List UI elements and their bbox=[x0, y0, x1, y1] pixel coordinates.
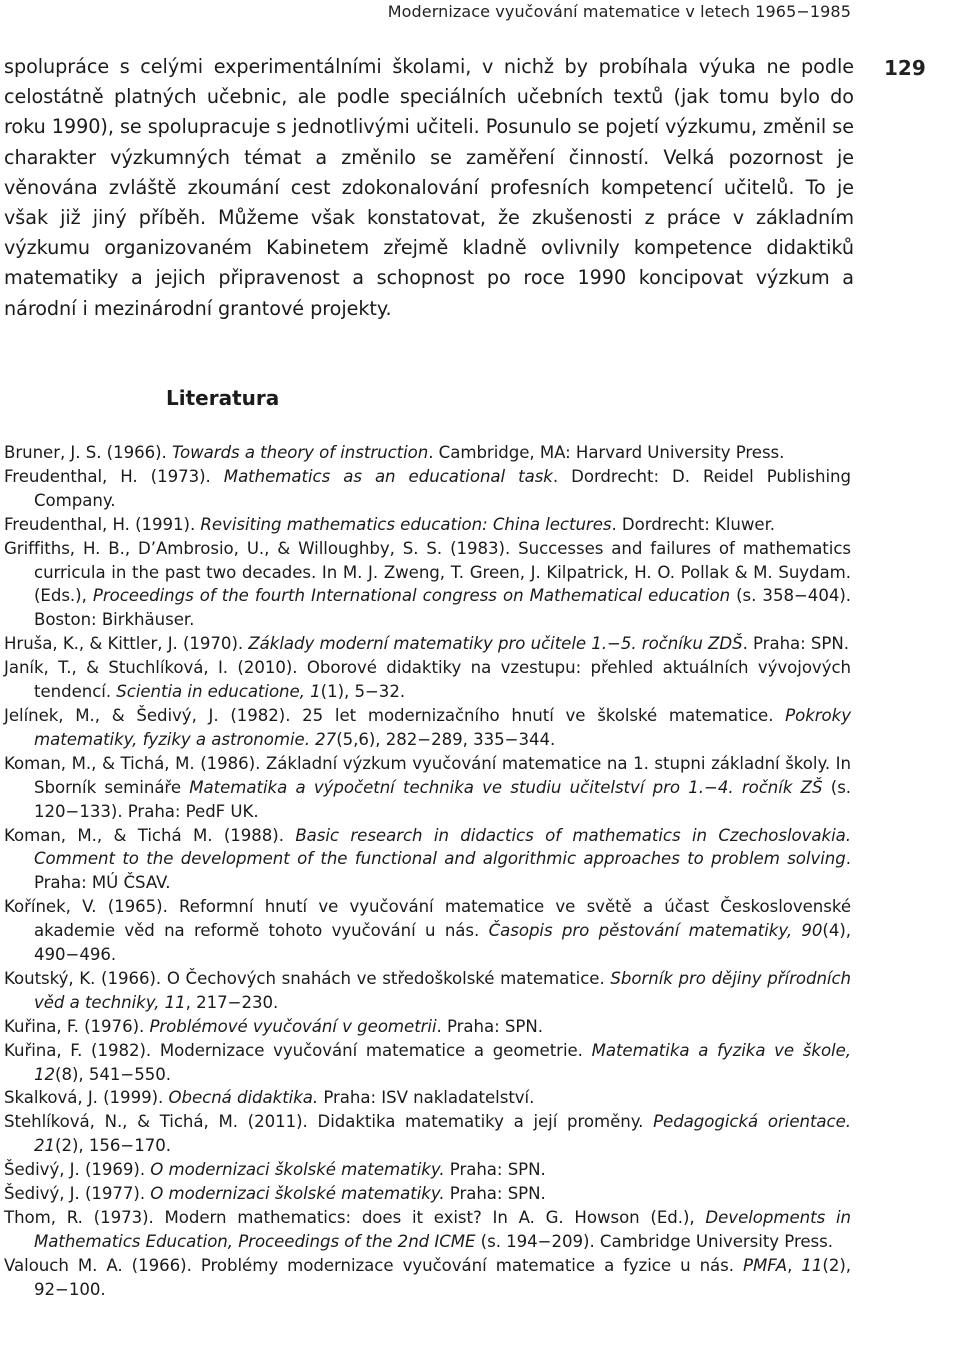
reference-item bbox=[4, 1086, 851, 1110]
reference-item bbox=[4, 656, 851, 704]
ref-title: Základy moderní matematiky pro učitele 1.−5. ročníku ZDŠ bbox=[248, 634, 743, 654]
reference-item bbox=[4, 537, 851, 633]
ref-text: Praha: ISV nakladatelství. bbox=[318, 1088, 535, 1108]
ref-text: (4), 490−496. bbox=[34, 921, 851, 965]
ref-title: Matematika a výpočetní technika ve studiu učitelství pro 1.−4. ročník ZŠ bbox=[189, 777, 823, 797]
ref-text: (s. 120−133). Praha: PedF UK. bbox=[34, 777, 852, 821]
reference-item bbox=[4, 513, 851, 537]
ref-title: 11 bbox=[801, 1255, 823, 1275]
page-number: 129 bbox=[884, 56, 926, 80]
reference-item bbox=[4, 1206, 851, 1254]
ref-text: . Praha: SPN. bbox=[436, 1016, 543, 1036]
reference-list bbox=[4, 441, 851, 1302]
ref-text: (5,6), 282−289, 335−344. bbox=[336, 729, 556, 749]
ref-text: Koman, M., & Tichá M. (1988). bbox=[4, 825, 296, 845]
ref-title: Problémové vyučování v geometrii bbox=[149, 1016, 437, 1036]
ref-text: Praha: SPN. bbox=[444, 1184, 546, 1204]
ref-text: Freudenthal, H. (1973). bbox=[4, 466, 224, 486]
ref-text: , bbox=[787, 1255, 802, 1275]
ref-text: . Praha: MÚ ČSAV. bbox=[34, 849, 851, 893]
ref-text: Koman, M., & Tichá, M. (1986). Základní výzkum vyučování matematice na 1. stupni základní školy. In Sborník semináře bbox=[4, 753, 851, 797]
ref-text: , 217−230. bbox=[185, 992, 279, 1012]
ref-text: (s. 358−404). Boston: Birkhäuser. bbox=[34, 586, 851, 630]
reference-item bbox=[4, 1254, 851, 1302]
ref-title: O modernizaci školské matematiky. bbox=[150, 1160, 445, 1180]
ref-text: Šedivý, J. (1969). bbox=[4, 1160, 151, 1180]
ref-text: (2), 156−170. bbox=[55, 1136, 171, 1156]
ref-text: Šedivý, J. (1977). bbox=[4, 1184, 151, 1204]
body-paragraph: spolupráce s celými experimentálními školami, v nichž by probíhala výuka ne podle celostátně platných učebnic, ale podle speciálních učebních textů (jak tomu bylo do roku 1990), se spolupracuje s jednotlivými učiteli. Posunulo se pojetí výzkumu, změnil se charakter výzkumných témat a změnilo se zaměření činností. Velká pozornost je věnována zvláště zkoumání cest zdokonalování profesních kompetencí učitelů. To je však již jiný příběh. Můžeme však konstatovat, že zkušenosti z práce v základním výzkumu organizovaném Kabinetem zřejmě kladně ovlivnily kompetence didaktiků matematiky a jejich připravenost a schopnost po roce 1990 koncipovat výzkum a národní i mezinárodní grantové projekty. bbox=[4, 55, 854, 320]
reference-item bbox=[4, 1182, 851, 1206]
ref-text: (s. 194−209). Cambridge University Press. bbox=[475, 1231, 833, 1251]
reference-item bbox=[4, 465, 851, 513]
ref-text: Koutský, K. (1966). O Čechových snahách ve středoškolské matematice. bbox=[4, 968, 611, 988]
ref-text: Janík, T., & Stuchlíková, I. (2010). Oborové didaktiky na vzestupu: přehled aktuálních vývojových tendencí. bbox=[4, 658, 851, 702]
ref-title: Matematika a fyzika ve škole, 12 bbox=[34, 1040, 851, 1084]
reference-item bbox=[4, 704, 851, 752]
section-heading-literatura: Literatura bbox=[166, 386, 280, 410]
ref-title: Pokroky matematiky, fyziky a astronomie. 27 bbox=[34, 705, 851, 749]
ref-title: Towards a theory of instruction bbox=[171, 443, 429, 462]
ref-title: Obecná didaktika. bbox=[168, 1088, 319, 1108]
reference-item bbox=[4, 895, 851, 967]
ref-text: Hruša, K., & Kittler, J. (1970). bbox=[4, 634, 249, 654]
reference-item bbox=[4, 632, 851, 656]
ref-title: Časopis pro pěstování matematiky, 90 bbox=[488, 921, 823, 941]
reference-item bbox=[4, 752, 851, 824]
reference-item bbox=[4, 1015, 851, 1039]
ref-title: Revisiting mathematics education: China lectures bbox=[200, 514, 612, 534]
ref-text: Kuřina, F. (1982). Modernizace vyučování matematice a geometrie. bbox=[4, 1040, 592, 1060]
ref-text: Thom, R. (1973). Modern mathematics: does it exist? In A. G. Howson (Ed.), bbox=[4, 1208, 706, 1227]
ref-text: (2), 92−100. bbox=[34, 1255, 851, 1299]
ref-text: (1), 5−32. bbox=[320, 682, 406, 702]
ref-title: Proceedings of the fourth International congress on Mathematical education bbox=[92, 586, 731, 606]
ref-title: Pedagogická orientace. 21 bbox=[34, 1112, 851, 1156]
ref-title: PMFA bbox=[743, 1255, 788, 1275]
ref-text: Bruner, J. S. (1966). bbox=[4, 443, 172, 462]
ref-title: Basic research in didactics of mathematics in Czechoslovakia. Comment to the development of the functional and algorithmic approaches to problem solving bbox=[34, 825, 851, 869]
reference-item bbox=[4, 1039, 851, 1087]
ref-text: Stehlíková, N., & Tichá, M. (2011). Didaktika matematiky a její proměny. bbox=[4, 1112, 654, 1132]
ref-text: Kuřina, F. (1976). bbox=[4, 1016, 150, 1036]
reference-item bbox=[4, 1110, 851, 1158]
ref-text: . Praha: SPN. bbox=[742, 634, 849, 654]
ref-text: Skalková, J. (1999). bbox=[4, 1088, 169, 1108]
ref-title: Developments in Mathematics Education, Proceedings of the 2nd ICME bbox=[34, 1208, 851, 1251]
ref-title: Scientia in educatione, 1 bbox=[116, 682, 321, 702]
ref-text: Jelínek, M., & Šedivý, J. (1982). 25 let modernizačního hnutí ve školské matematice. bbox=[4, 705, 786, 725]
ref-text: (8), 541−550. bbox=[55, 1064, 171, 1084]
running-header: Modernizace vyučování matematice v letech 1965−1985 bbox=[387, 2, 851, 21]
reference-item bbox=[4, 441, 851, 465]
ref-text: Praha: SPN. bbox=[444, 1160, 546, 1180]
reference-item bbox=[4, 1158, 851, 1182]
ref-text: Griffiths, H. B., D’Ambrosio, U., & Willoughby, S. S. (1983). Successes and failures of mathematics curricula in the past two decades. In M. J. Zweng, T. Green, J. Kilpatrick, H. O. Pollak & M. Suydam. (Eds.), bbox=[4, 538, 851, 606]
ref-title: Mathematics as an educational task bbox=[223, 466, 553, 486]
ref-text: . Cambridge, MA: Harvard University Press. bbox=[428, 443, 785, 462]
ref-text: Kořínek, V. (1965). Reformní hnutí ve vyučování matematice ve světě a účast Československé akademie věd na reformě tohoto vyučování u nás. bbox=[4, 897, 851, 941]
ref-title: Sborník pro dějiny přírodních věd a techniky, 11 bbox=[34, 968, 852, 1012]
reference-item bbox=[4, 967, 851, 1015]
ref-text: . Dordrecht: D. Reidel Publishing Company. bbox=[34, 466, 851, 510]
ref-text: . Dordrecht: Kluwer. bbox=[611, 514, 776, 534]
reference-item bbox=[4, 824, 851, 896]
ref-title: O modernizaci školské matematiky. bbox=[150, 1184, 445, 1204]
ref-text: Freudenthal, H. (1991). bbox=[4, 514, 201, 534]
ref-text: Valouch M. A. (1966). Problémy modernizace vyučování matematice a fyzice u nás. bbox=[4, 1255, 744, 1275]
